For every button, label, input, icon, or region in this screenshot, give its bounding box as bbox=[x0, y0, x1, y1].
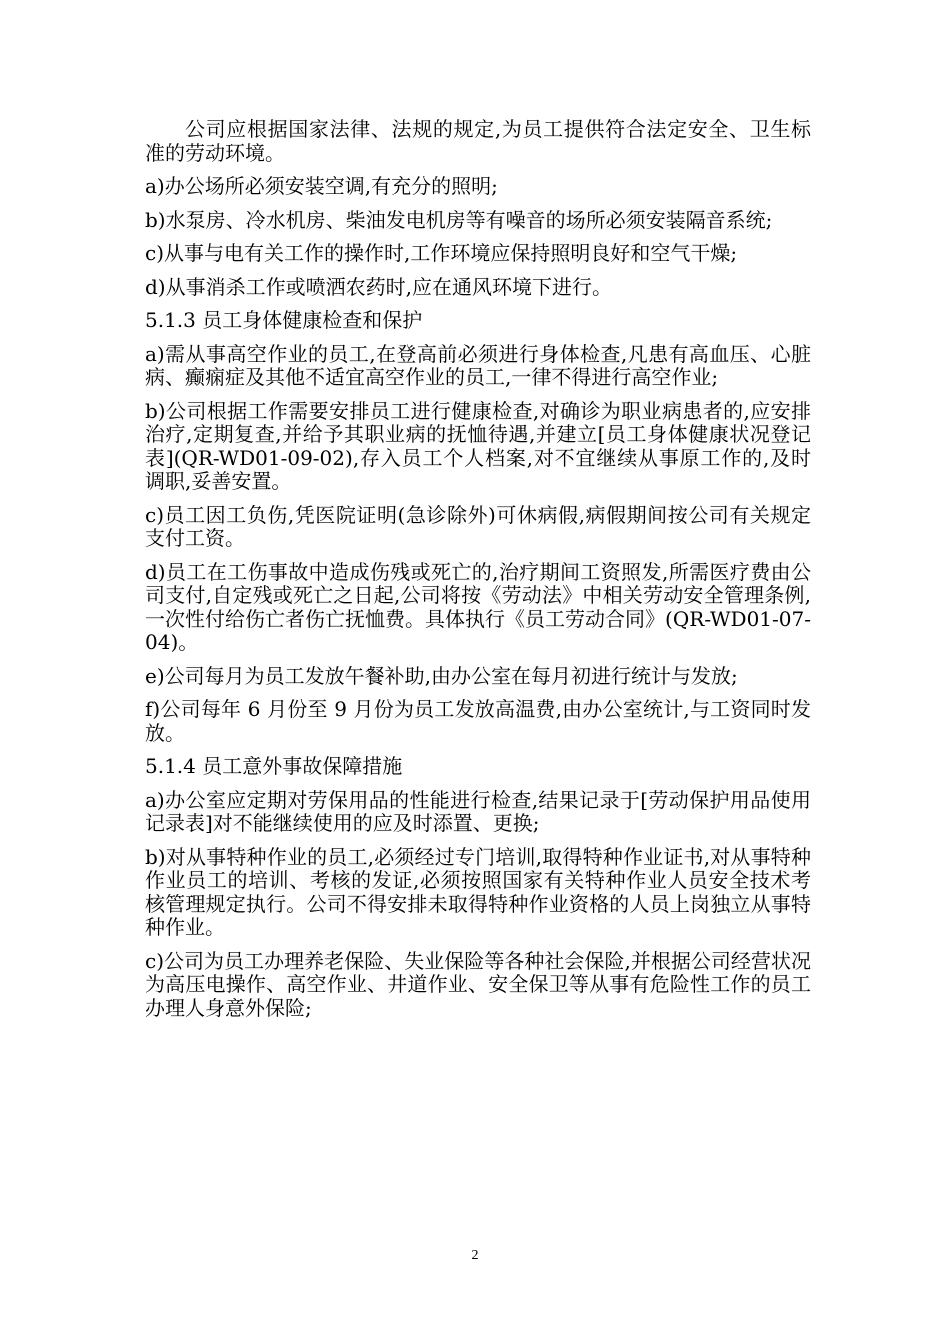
list-item: b)水泵房、冷水机房、柴油发电机房等有噪音的场所必须安装隔音系统; bbox=[145, 207, 773, 232]
list-item: b)对从事特种作业的员工,必须经过专门培训,取得特种作业证书,对从事特种作业员工的培训、考核的发证,必须按照国家有关特种作业人员安全技术考核管理规定执行。公司不得安排未取得特种作业资格的人员上岗独立从事特种作业。 bbox=[145, 844, 811, 939]
paragraph-intro: 公司应根据国家法律、法规的规定,为员工提供符合法定安全、卫生标准的劳动环境。 bbox=[145, 117, 811, 165]
list-item: c)公司为员工办理养老保险、失业保险等各种社会保险,并根据公司经营状况为高压电操作、高空作业、井道作业、安全保卫等从事有危险性工作的员工办理人身意外保险; bbox=[145, 948, 811, 1020]
section-heading: 5.1.4 员工意外事故保障措施 bbox=[145, 754, 403, 778]
list-item: a)需从事高空作业的员工,在登高前必须进行身体检查,凡患有高血压、心脏病、癫痫症及其他不适宜高空作业的员工,一律不得进行高空作业; bbox=[145, 341, 811, 389]
list-item: f)公司每年 6 月份至 9 月份为员工发放高温费,由办公室统计,与工资同时发放。 bbox=[145, 697, 811, 745]
list-item: a)办公场所必须安装空调,有充分的照明; bbox=[145, 174, 498, 198]
document-body bbox=[145, 118, 811, 1030]
list-item: c)从事与电有关工作的操作时,工作环境应保持照明良好和空气干燥; bbox=[145, 241, 738, 265]
list-item: a)办公室应定期对劳保用品的性能进行检查,结果记录于[劳动保护用品使用记录表]对不能继续使用的应及时添置、更换; bbox=[145, 787, 811, 835]
list-item: d)员工在工伤事故中造成伤残或死亡的,治疗期间工资照发,所需医疗费由公司支付,自定残或死亡之日起,公司将按《劳动法》中相关劳动安全管理条例,一次性付给伤亡者伤亡抚恤费。具体执行《员工劳动合同》(QR-WD01-07-04)。 bbox=[145, 559, 811, 654]
list-item: d)从事消杀工作或喷洒农药时,应在通风环境下进行。 bbox=[145, 274, 612, 299]
section-heading: 5.1.3 员工身体健康检查和保护 bbox=[145, 308, 423, 332]
page-number: 2 bbox=[471, 1248, 479, 1263]
list-item: b)公司根据工作需要安排员工进行健康检查,对确诊为职业病患者的,应安排治疗,定期复查,并给予其职业病的抚恤待遇,并建立[员工身体健康状况登记表](QR-WD01-09-02),存入员工个人档案,对不宜继续从事原工作的,及时调职,妥善安置。 bbox=[145, 398, 811, 493]
list-item: c)员工因工负伤,凭医院证明(急诊除外)可休病假,病假期间按公司有关规定支付工资。 bbox=[145, 502, 811, 550]
list-item: e)公司每月为员工发放午餐补助,由办公室在每月初进行统计与发放; bbox=[145, 663, 738, 688]
